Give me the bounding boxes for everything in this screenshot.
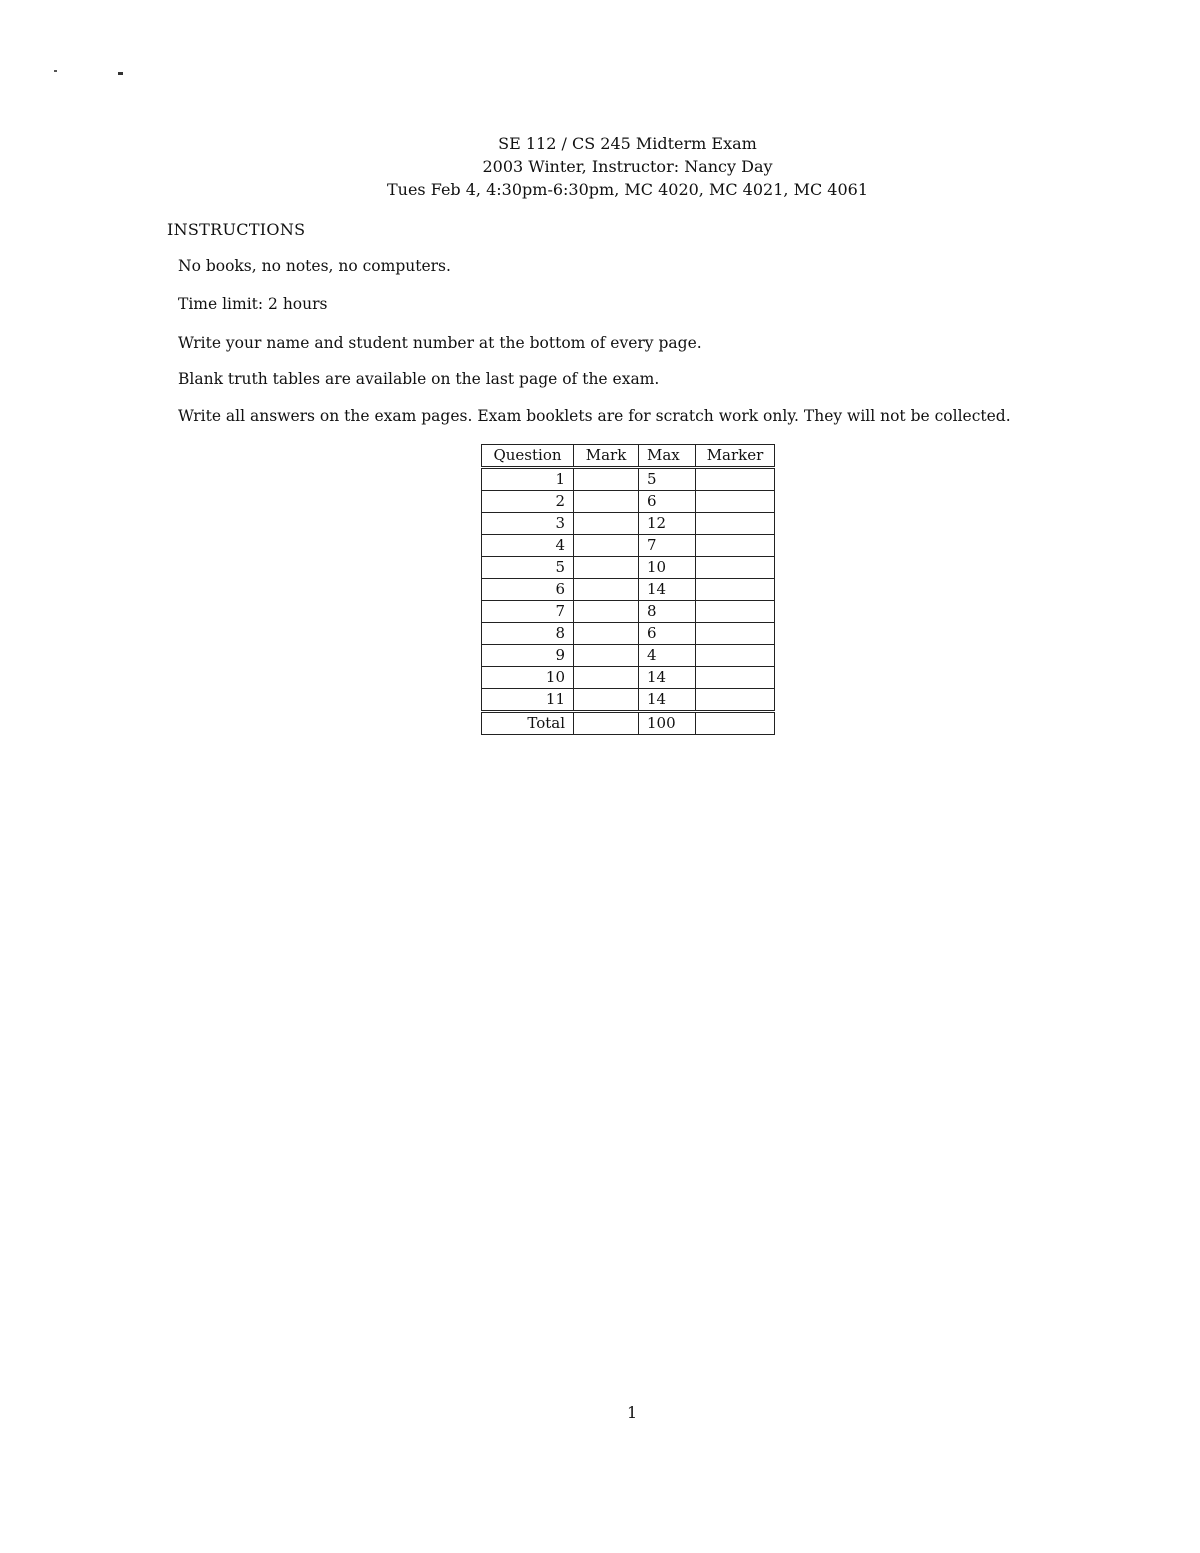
column-header-max: Max: [639, 445, 696, 468]
max-cell: 14: [639, 667, 696, 689]
mark-cell[interactable]: [574, 667, 639, 689]
question-number: 9: [482, 645, 574, 667]
marker-cell[interactable]: [696, 468, 775, 491]
marks-table: [481, 444, 775, 735]
total-label: Total: [482, 712, 574, 735]
marker-cell[interactable]: [696, 491, 775, 513]
table-row: [482, 579, 775, 601]
max-cell: 14: [639, 579, 696, 601]
max-cell: 6: [639, 491, 696, 513]
instruction-item: No books, no notes, no computers.: [178, 257, 451, 275]
max-cell: 14: [639, 689, 696, 712]
question-number: 10: [482, 667, 574, 689]
question-number: 11: [482, 689, 574, 712]
table-row: [482, 513, 775, 535]
mark-cell[interactable]: [574, 623, 639, 645]
page-number: 1: [627, 1403, 638, 1422]
table-row: [482, 601, 775, 623]
question-number: 5: [482, 557, 574, 579]
question-number: 7: [482, 601, 574, 623]
marker-cell[interactable]: [696, 513, 775, 535]
scan-specks: [54, 68, 134, 78]
question-number: 6: [482, 579, 574, 601]
mark-cell[interactable]: [574, 491, 639, 513]
question-number: 4: [482, 535, 574, 557]
table-row: [482, 645, 775, 667]
table-row: [482, 667, 775, 689]
exam-time-location: Tues Feb 4, 4:30pm-6:30pm, MC 4020, MC 4021, MC 4061: [386, 180, 868, 199]
instruction-item: Time limit: 2 hours: [178, 295, 328, 313]
max-cell: 4: [639, 645, 696, 667]
table-row: [482, 468, 775, 491]
marks-table-header-row: [482, 445, 775, 468]
total-mark-cell[interactable]: [574, 712, 639, 735]
table-row: [482, 557, 775, 579]
exam-term-instructor: 2003 Winter, Instructor: Nancy Day: [482, 157, 773, 176]
marker-cell[interactable]: [696, 645, 775, 667]
table-row: [482, 535, 775, 557]
exam-header: [0, 132, 1200, 201]
column-header-question: Question: [482, 445, 574, 468]
total-row: [482, 712, 775, 735]
total-marker-cell[interactable]: [696, 712, 775, 735]
column-header-marker: Marker: [696, 445, 775, 468]
scan-speck: [54, 70, 57, 72]
question-number: 2: [482, 491, 574, 513]
question-number: 8: [482, 623, 574, 645]
instruction-item: Write all answers on the exam pages. Exam booklets are for scratch work only. They will not be collected.: [178, 407, 1011, 425]
marker-cell[interactable]: [696, 667, 775, 689]
marker-cell[interactable]: [696, 689, 775, 712]
exam-title: SE 112 / CS 245 Midterm Exam: [498, 134, 757, 153]
instruction-item: Blank truth tables are available on the last page of the exam.: [178, 370, 660, 388]
table-row: [482, 689, 775, 712]
instruction-item: Write your name and student number at the bottom of every page.: [178, 334, 702, 352]
mark-cell[interactable]: [574, 645, 639, 667]
marker-cell[interactable]: [696, 601, 775, 623]
mark-cell[interactable]: [574, 579, 639, 601]
max-cell: 10: [639, 557, 696, 579]
column-header-mark: Mark: [574, 445, 639, 468]
max-cell: 8: [639, 601, 696, 623]
marker-cell[interactable]: [696, 579, 775, 601]
marker-cell[interactable]: [696, 623, 775, 645]
question-number: 1: [482, 468, 574, 491]
instructions-heading: INSTRUCTIONS: [167, 220, 306, 239]
max-cell: 5: [639, 468, 696, 491]
max-cell: 7: [639, 535, 696, 557]
mark-cell[interactable]: [574, 557, 639, 579]
marker-cell[interactable]: [696, 535, 775, 557]
max-cell: 6: [639, 623, 696, 645]
table-row: [482, 623, 775, 645]
mark-cell[interactable]: [574, 689, 639, 712]
max-cell: 12: [639, 513, 696, 535]
marker-cell[interactable]: [696, 557, 775, 579]
mark-cell[interactable]: [574, 468, 639, 491]
table-row: [482, 491, 775, 513]
question-number: 3: [482, 513, 574, 535]
mark-cell[interactable]: [574, 535, 639, 557]
total-max-cell: 100: [639, 712, 696, 735]
mark-cell[interactable]: [574, 601, 639, 623]
mark-cell[interactable]: [574, 513, 639, 535]
scan-speck: [118, 72, 123, 75]
